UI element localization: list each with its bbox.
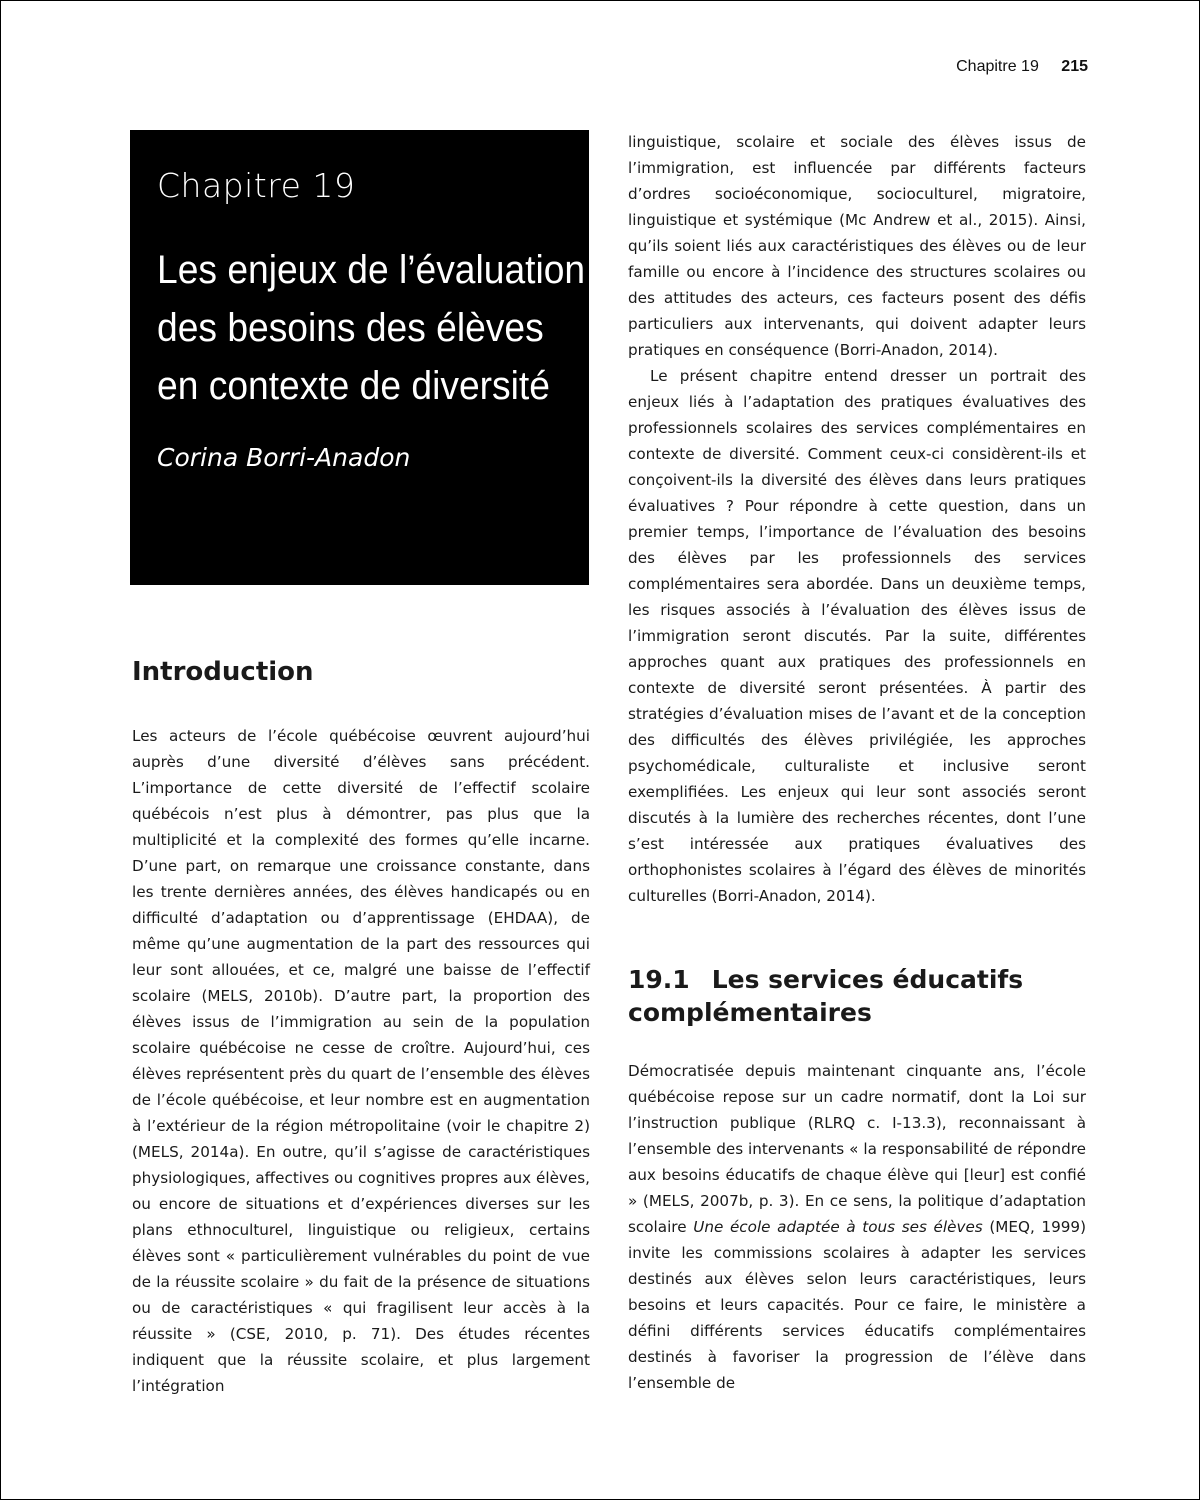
intro-paragraph-2: Le présent chapitre entend dresser un portrait des enjeux liés à l’adaptation des pratiques évaluatives des professionnels scolaires des services complémentaires en contexte de diversité. Comment ceux-ci considèrent-ils et conçoivent-ils la diversité des élèves dans leurs pratiques évaluatives ? Pour répondre à cette question, dans un premier temps, l’importance de l’évaluation des besoins des élèves par les professionnels des services complémentaires sera abordée. Dans un deuxième temps, les risques associés à l’évaluation des élèves issus de l’immigration seront discutés. Par la suite, différentes approches quant aux pratiques des professionnels en contexte de diversité seront présentées. À partir des stratégies d’évaluation mises de l’avant et de la conception des difficultés des élèves privilégiée, les approches psychomédicale, culturaliste et inclusive seront exemplifiées. Les enjeux qui leur sont associés seront discutés à la lumière des recherches récentes, dont l’une s’est intéressée aux pratiques évaluatives des orthophonistes scolaires à l’égard des élèves de minorités culturelles (Borri-Anadon, 2014).: [628, 367, 1086, 905]
section-19-1-text: [628, 1058, 1086, 1396]
chapter-title: Les enjeux de l’évaluation des besoins des élèves en contexte de diversité: [157, 248, 586, 408]
running-header: [956, 58, 1088, 76]
section-paragraph-1: [628, 1058, 1086, 1396]
intro-paragraph-1: Les acteurs de l’école québécoise œuvrent aujourd’hui auprès d’une diversité d’élèves sans précédent. L’importance de cette diversité de l’effectif scolaire québécois n’est plus à démontrer, pas plus que la multiplicité et la complexité des formes qu’elle incarne. D’une part, on remarque une croissance constante, dans les trente dernières années, des élèves handicapés ou en difficulté d’adaptation ou d’apprentissage (EHDAA), de même qu’une augmentation de la part des ressources qui leur sont allouées, et ce, malgré une baisse de l’effectif scolaire (MELS, 2010b). D’autre part, la proportion des élèves issus de l’immigration au sein de la population scolaire québécoise ne cesse de croître. Aujourd’hui, ces élèves représentent près du quart de l’ensemble des élèves de l’école québécoise, et leur nombre est en augmentation à l’extérieur de la région métropolitaine (voir le chapitre 2) (MELS, 2014a). En outre, qu’il s’agisse de caractéristiques physiologiques, affectives ou cognitives propres aux élèves, ou encore de situations et d’expériences diverses sur les plans ethnoculturel, linguistique ou religieux, certains élèves sont « particulièrement vulnérables du point de vue de la réussite scolaire » du fait de la présence de situations ou de caractéristiques « qui fragilisent leur accès à la réussite » (CSE, 2010, p. 71). Des études récentes indiquent que la réussite scolaire, et plus largement l’intégration: [132, 727, 590, 1395]
section-paragraph-part-2: (MEQ, 1999) invite les commissions scolaires à adapter les services destinés aux élèves selon leurs caractéristiques, leurs besoins et leurs capacités. Pour ce faire, le ministère a défini différents services éducatifs complémentaires destinés à favoriser la progression de l’élève dans l’ensemble de: [628, 1218, 1087, 1392]
policy-title-italic: Une école adaptée à tous ses élèves: [693, 1218, 983, 1236]
section-paragraph-part-1: Démocratisée depuis maintenant cinquante ans, l’école québécoise repose sur un cadre normatif, dont la Loi sur l’instruction publique (RLRQ c. I-13.3), reconnaissant à l’ensemble des intervenants « la responsabilité de répondre aux besoins éducatifs de chaque élève qui [leur] est confié » (MELS, 2007b, p. 3). En ce sens, la politique d’adaptation scolaire: [628, 1062, 1086, 1236]
chapter-title-box: [130, 130, 589, 585]
page-number: 215: [1061, 58, 1088, 75]
chapter-label: Chapitre 19: [157, 166, 356, 205]
section-heading-19-1: [628, 963, 1088, 1029]
introduction-heading: Introduction: [132, 657, 314, 687]
intro-paragraph-1-continued: linguistique, scolaire et sociale des élèves issus de l’immigration, est influencée par différents facteurs d’ordres socioéconomique, socioculturel, migratoire, linguistique et systémique (Mc Andrew et al., 2015). Ainsi, qu’ils soient liés aux caractéristiques des élèves ou de leur famille ou encore à l’incidence des structures scolaires ou des attitudes des acteurs, ces facteurs posent des défis particuliers aux intervenants, qui doivent adapter leurs pratiques en conséquence (Borri-Anadon, 2014).: [628, 133, 1086, 359]
left-column-text: [132, 723, 590, 1399]
section-title: Les services éducatifs complémentaires: [628, 965, 1024, 1027]
running-header-chapter: Chapitre 19: [956, 58, 1039, 75]
section-number: 19.1: [628, 965, 690, 994]
chapter-author: Corina Borri-Anadon: [157, 443, 411, 472]
right-column-text: [628, 129, 1086, 909]
